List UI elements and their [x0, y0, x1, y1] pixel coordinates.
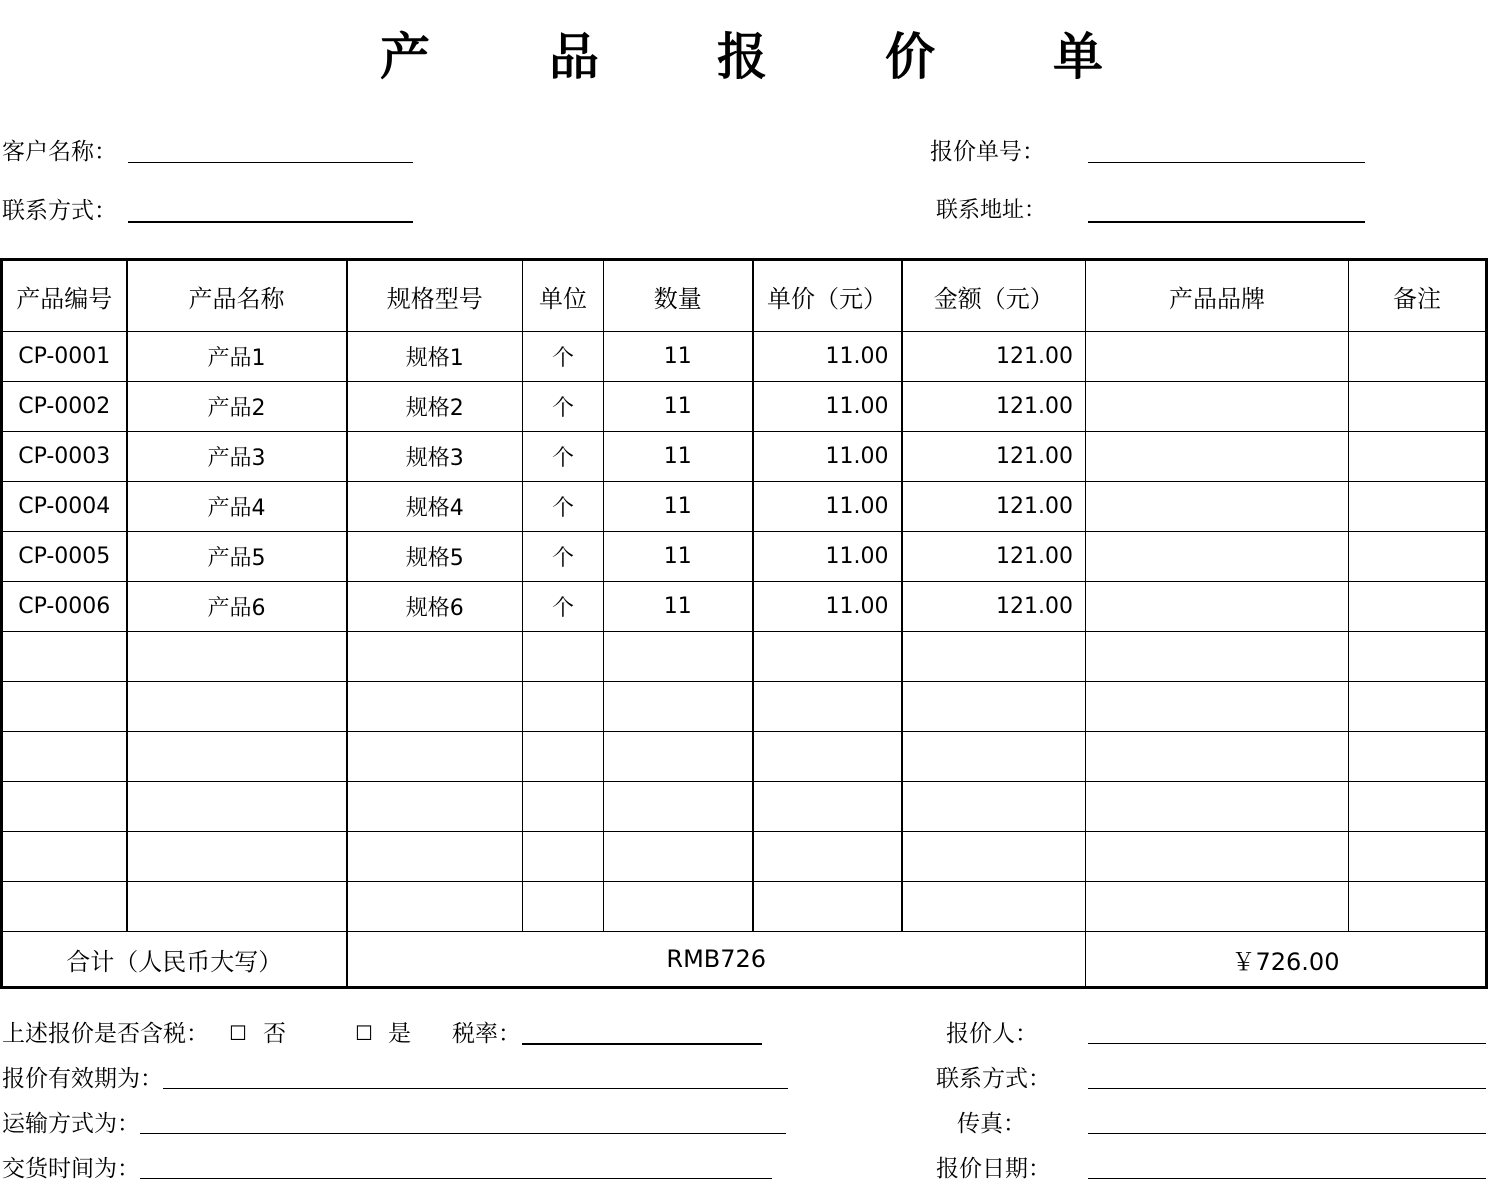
customer-name-field[interactable] — [128, 162, 413, 163]
unit-cell: 个 — [523, 582, 604, 632]
delivery-field[interactable] — [140, 1178, 772, 1179]
spec-cell: 规格3 — [347, 432, 523, 482]
brand-cell — [1086, 432, 1349, 482]
unit-cell: 个 — [523, 332, 604, 382]
column-header: 规格型号 — [347, 260, 523, 332]
title-char: 品 — [549, 28, 599, 86]
spec-cell: 规格5 — [347, 532, 523, 582]
validity-label: 报价有效期为： — [2, 1066, 163, 1092]
quantity-cell: 11 — [604, 382, 753, 432]
title-char: 报 — [717, 28, 767, 86]
amount-cell: 121.00 — [902, 582, 1086, 632]
quantity-cell: 11 — [604, 332, 753, 382]
quantity-cell: 11 — [604, 432, 753, 482]
column-header: 产品编号 — [2, 260, 127, 332]
empty-row — [2, 732, 1487, 782]
tax-no-checkbox[interactable]: ☐ — [229, 1021, 247, 1045]
spec-cell: 规格2 — [347, 382, 523, 432]
product-code-cell: CP-0003 — [2, 432, 127, 482]
fax-field[interactable] — [1088, 1133, 1486, 1134]
total-label: 合计（人民币大写） — [2, 932, 347, 988]
tax-included-label: 上述报价是否含税： — [2, 1021, 209, 1047]
quantity-cell: 11 — [604, 482, 753, 532]
delivery-label: 交货时间为： — [2, 1156, 140, 1182]
column-header: 产品名称 — [127, 260, 347, 332]
remark-cell — [1349, 332, 1487, 382]
customer-name-label: 客户名称： — [2, 139, 117, 165]
spec-cell: 规格6 — [347, 582, 523, 632]
table-header-row — [2, 260, 1487, 332]
product-name-cell: 产品3 — [127, 432, 347, 482]
unit-cell: 个 — [523, 432, 604, 482]
amount-cell: 121.00 — [902, 532, 1086, 582]
tax-no-label: 否 — [263, 1021, 286, 1047]
quote-date-field[interactable] — [1088, 1178, 1486, 1179]
product-name-cell: 产品6 — [127, 582, 347, 632]
product-name-cell: 产品2 — [127, 382, 347, 432]
product-code-cell: CP-0001 — [2, 332, 127, 382]
title-char: 单 — [1053, 28, 1103, 86]
empty-row — [2, 832, 1487, 882]
unit-price-cell: 11.00 — [753, 382, 902, 432]
product-name-cell: 产品5 — [127, 532, 347, 582]
tax-yes-checkbox[interactable]: ☐ — [355, 1021, 373, 1045]
empty-row — [2, 882, 1487, 932]
remark-cell — [1349, 482, 1487, 532]
quotation-table — [0, 258, 1488, 989]
brand-cell — [1086, 332, 1349, 382]
table-row — [2, 332, 1487, 382]
empty-row — [2, 782, 1487, 832]
empty-row — [2, 682, 1487, 732]
total-row — [2, 932, 1487, 988]
product-code-cell: CP-0004 — [2, 482, 127, 532]
product-code-cell: CP-0005 — [2, 532, 127, 582]
page-title — [0, 22, 1490, 92]
validity-field[interactable] — [163, 1088, 788, 1089]
unit-price-cell: 11.00 — [753, 482, 902, 532]
tax-rate-field[interactable] — [522, 1043, 762, 1045]
title-char: 价 — [885, 28, 935, 86]
product-name-cell: 产品1 — [127, 332, 347, 382]
total-in-words: RMB726 — [347, 932, 1086, 988]
unit-cell: 个 — [523, 482, 604, 532]
product-code-cell: CP-0002 — [2, 382, 127, 432]
quote-date-label: 报价日期： — [936, 1156, 1051, 1182]
total-amount: ￥726.00 — [1086, 932, 1487, 988]
column-header: 金额（元） — [902, 260, 1086, 332]
footer-contact-field[interactable] — [1088, 1088, 1486, 1089]
shipping-label: 运输方式为： — [2, 1111, 140, 1137]
amount-cell: 121.00 — [902, 482, 1086, 532]
tax-rate-label: 税率： — [452, 1021, 521, 1047]
table-row — [2, 582, 1487, 632]
quantity-cell: 11 — [604, 582, 753, 632]
quantity-cell: 11 — [604, 532, 753, 582]
unit-price-cell: 11.00 — [753, 582, 902, 632]
remark-cell — [1349, 532, 1487, 582]
contact-address-label: 联系地址： — [936, 198, 1047, 223]
remark-cell — [1349, 432, 1487, 482]
column-header: 产品品牌 — [1086, 260, 1349, 332]
unit-price-cell: 11.00 — [753, 532, 902, 582]
contact-address-field[interactable] — [1088, 221, 1365, 223]
spec-cell: 规格4 — [347, 482, 523, 532]
quoter-label: 报价人： — [946, 1021, 1038, 1047]
quote-number-field[interactable] — [1088, 162, 1365, 163]
remark-cell — [1349, 582, 1487, 632]
spec-cell: 规格1 — [347, 332, 523, 382]
unit-cell: 个 — [523, 532, 604, 582]
table-row — [2, 482, 1487, 532]
empty-row — [2, 632, 1487, 682]
unit-price-cell: 11.00 — [753, 432, 902, 482]
unit-price-cell: 11.00 — [753, 332, 902, 382]
brand-cell — [1086, 382, 1349, 432]
column-header: 备注 — [1349, 260, 1487, 332]
column-header: 单位 — [523, 260, 604, 332]
tax-yes-label: 是 — [388, 1021, 411, 1047]
table-row — [2, 432, 1487, 482]
title-char: 产 — [380, 28, 430, 86]
amount-cell: 121.00 — [902, 432, 1086, 482]
contact-method-label: 联系方式： — [2, 198, 117, 224]
column-header: 数量 — [604, 260, 753, 332]
shipping-field[interactable] — [140, 1133, 786, 1134]
amount-cell: 121.00 — [902, 332, 1086, 382]
product-code-cell: CP-0006 — [2, 582, 127, 632]
brand-cell — [1086, 582, 1349, 632]
brand-cell — [1086, 482, 1349, 532]
quote-number-label: 报价单号： — [930, 139, 1045, 165]
unit-cell: 个 — [523, 382, 604, 432]
column-header: 单价（元） — [753, 260, 902, 332]
quoter-field[interactable] — [1088, 1043, 1486, 1044]
amount-cell: 121.00 — [902, 382, 1086, 432]
fax-label: 传真： — [957, 1111, 1026, 1137]
remark-cell — [1349, 382, 1487, 432]
table-row — [2, 382, 1487, 432]
brand-cell — [1086, 532, 1349, 582]
footer-contact-label: 联系方式： — [936, 1066, 1051, 1092]
product-name-cell: 产品4 — [127, 482, 347, 532]
contact-method-field[interactable] — [128, 221, 413, 223]
table-row — [2, 532, 1487, 582]
